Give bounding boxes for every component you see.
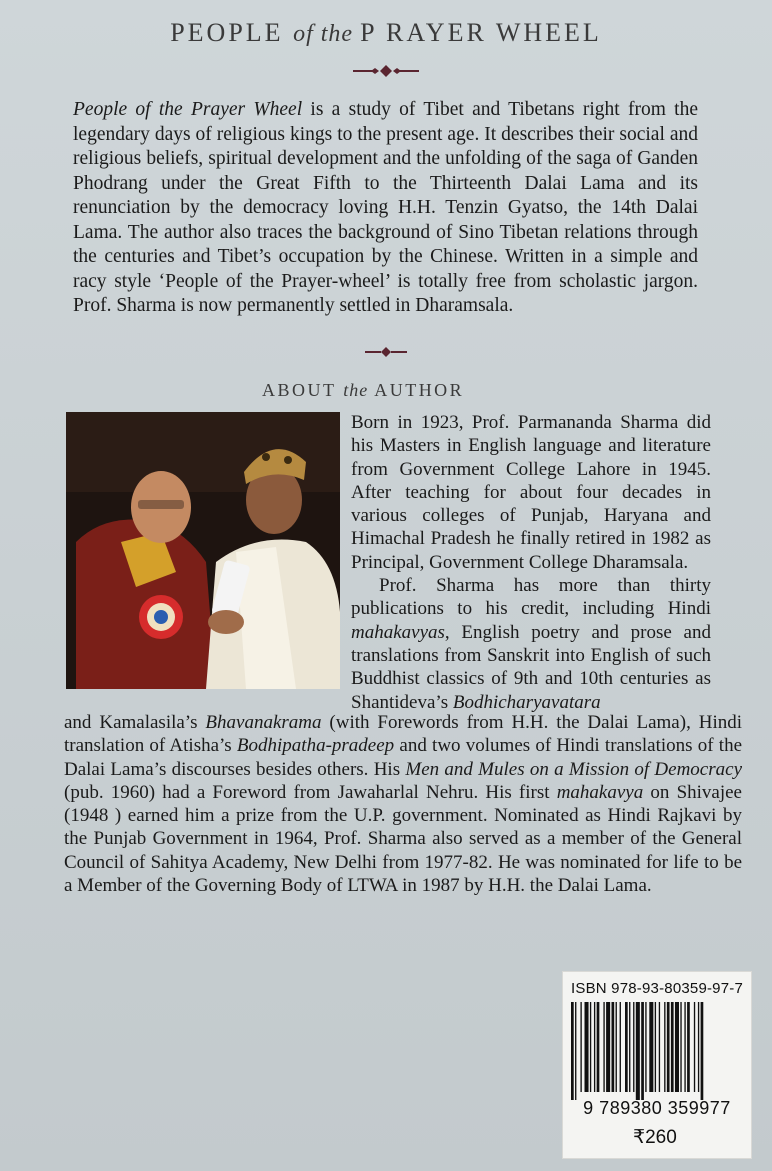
- author-bio-column: [351, 411, 711, 714]
- bio-text: (pub. 1960) had a Foreword from Jawaharlal Nehru. His first: [64, 781, 557, 803]
- price-label: ₹260: [633, 1127, 677, 1148]
- bio-italic: Bhavanakrama: [205, 712, 322, 733]
- heading-part: the: [343, 380, 369, 400]
- ornament-middle: [0, 345, 772, 363]
- bio-italic: mahakavya: [556, 781, 644, 803]
- blurb-title: People of the Prayer Wheel: [73, 99, 303, 120]
- barcode-icon: [569, 1002, 745, 1100]
- book-blurb: [73, 98, 698, 319]
- bio-text: and two volumes of Hindi translations of the Dalai Lama’s discourses besides others. His: [64, 735, 742, 780]
- heading-part: AUTHOR: [368, 380, 465, 400]
- ornament-top: [0, 64, 772, 83]
- bio-text: , English poetry and prose and translations from Sanskrit into English of such Buddhist classics of 9th and 10th centuries as Shantideva’s: [351, 621, 711, 713]
- barcode-digits: 9 789380 359977: [583, 1098, 731, 1118]
- author-bio-continued: [64, 711, 742, 897]
- bio-paragraph-2: [351, 574, 711, 714]
- ornament-divider-icon: [351, 64, 421, 78]
- title-part: P RAYER WHEEL: [360, 18, 602, 47]
- bio-text: and Kamalasila’s: [64, 712, 206, 733]
- ornament-divider-icon: [363, 346, 409, 358]
- bio-text: on Shivajee (1948 ) earned him a prize from the U.P. government. Nominated as Hindi Rajkavi by the Punjab Government in 1964, Prof. Sharma also served as a member of the General Council of Sahitya Academy, New Delhi from 1977-82. He was nominated for life to be a Member of the Governing Body of LTWA in 1987 by H.H. the Dalai Lama.: [64, 781, 742, 897]
- barcode-sticker: [562, 971, 752, 1159]
- author-photo: [66, 412, 340, 689]
- title-part: PEOPLE: [170, 18, 294, 47]
- isbn-label: ISBN 978-93-80359-97-7: [571, 980, 744, 997]
- book-title: [0, 18, 772, 48]
- bio-text: Prof. Sharma has more than thirty publications to his credit, including Hindi: [351, 575, 711, 620]
- about-author-heading: [262, 380, 464, 401]
- bio-text: (with Forewords from H.H. the Dalai Lama), Hindi translation of Atisha’s: [64, 712, 743, 757]
- title-part: the: [313, 21, 361, 47]
- heading-part: ABOUT: [262, 380, 344, 400]
- author-with-dalai-lama-image: [66, 412, 340, 689]
- title-part: of: [293, 21, 314, 47]
- bio-italic: mahakavyas: [351, 621, 445, 643]
- bio-paragraph-1: Born in 1923, Prof. Parmananda Sharma did his Masters in English language and literature from Government College Lahore in 1945. After teaching for about four decades in various colleges of Punjab, Haryana and Himachal Pradesh he finally retired in 1982 as Principal, Government College Dharamsala.: [351, 412, 711, 573]
- bio-italic: Men and Mules on a Mission of Democracy: [405, 758, 742, 780]
- bio-italic: Bodhicharyavatara: [452, 691, 601, 713]
- blurb-text: is a study of Tibet and Tibetans right from the legendary days of religious kings to the present age. It describes their social and religious beliefs, spiritual development and the unfolding of the saga of Ganden Phodrang under the Great Fifth to the Thirteenth Dalai Lama and its renunciation by the democracy loving H.H. Tenzin Gyatso, the 14th Dalai Lama. The author also traces the background of Sino Tibetan relations through the centuries and Tibet’s occupation by the Chinese. Written in a simple and racy style ‘People of the Prayer-wheel’ is totally free from scholastic jargon. Prof. Sharma is now permanently settled in Dharamsala.: [73, 99, 698, 316]
- bio-italic: Bodhipatha-pradeep: [236, 735, 395, 757]
